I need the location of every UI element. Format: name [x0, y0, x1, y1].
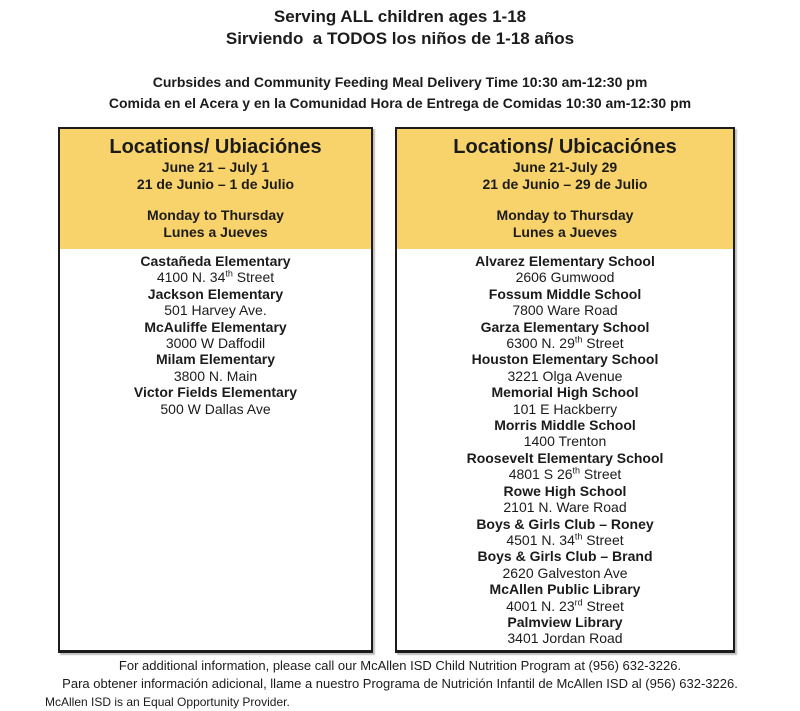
location-name: Boys & Girls Club – Roney [476, 515, 654, 532]
footer [0, 657, 800, 709]
location-list-right [397, 249, 733, 647]
location-name: McAuliffe Elementary [144, 318, 287, 335]
panel-title: Locations/ Ubiaciónes [109, 136, 322, 158]
date-range-en: June 21 – July 1 [161, 159, 270, 175]
locations-panel-left [58, 127, 373, 653]
days-es: Lunes a Jueves [163, 224, 268, 240]
location-name: Jackson Elementary [147, 285, 284, 302]
title-en: Serving ALL children ages 1-18 [273, 7, 527, 26]
location-name: Garza Elementary School [480, 318, 650, 335]
date-range-es: 21 de Junio – 1 de Julio [136, 176, 295, 192]
location-address: 3221 Olga Avenue [507, 367, 623, 384]
footer-info-en: For additional information, please call our McAllen ISD Child Nutrition Program at (956) 632-3226. [118, 658, 682, 673]
location-address: 101 E Hackberry [512, 400, 618, 417]
location-address: 3800 N. Main [173, 367, 258, 384]
date-range-en: June 21-July 29 [512, 159, 618, 175]
location-name: Milam Elementary [155, 351, 276, 368]
location-name: Memorial High School [491, 384, 639, 401]
location-name: Alvarez Elementary School [475, 253, 655, 269]
panel-header-right [397, 129, 733, 249]
footer-provider: McAllen ISD is an Equal Opportunity Provider. [45, 695, 290, 709]
locations-panel-right [395, 127, 735, 653]
ordinal-superscript: rd [574, 596, 583, 607]
location-address: 4001 N. 23rd Street [506, 596, 624, 614]
location-name: Morris Middle School [494, 417, 636, 434]
days-es: Lunes a Jueves [512, 224, 618, 240]
location-name: Victor Fields Elementary [133, 384, 298, 401]
location-address: 501 Harvey Ave. [164, 302, 267, 319]
location-name: McAllen Public Library [489, 581, 641, 598]
location-address: 500 W Dallas Ave [160, 400, 271, 417]
date-range-es: 21 de Junio – 29 de Julio [482, 176, 648, 192]
location-name: Roosevelt Elementary School [466, 449, 664, 466]
panel-title: Locations/ Ubicaciónes [453, 136, 677, 158]
panel-header-left [60, 129, 371, 249]
location-address: 7800 Ware Road [512, 302, 618, 319]
spacer [397, 193, 733, 207]
location-address: 3401 Jordan Road [507, 630, 623, 647]
subtitle-es: Comida en el Acera y en la Comunidad Hora de Entrega de Comidas 10:30 am-12:30 pm [108, 95, 692, 111]
title-es: Sirviendo a TODOS los niños de 1-18 años [225, 29, 575, 48]
ordinal-superscript: th [572, 465, 581, 476]
title-block [0, 6, 800, 50]
days-en: Monday to Thursday [496, 207, 634, 223]
location-name: Rowe High School [503, 482, 627, 499]
location-address: 1400 Trenton [523, 433, 607, 450]
location-address: 2620 Galveston Ave [502, 564, 628, 581]
location-address: 2101 N. Ware Road [503, 499, 627, 516]
days-en: Monday to Thursday [147, 207, 284, 223]
location-address: 2606 Gumwood [515, 269, 615, 286]
location-name: Castañeda Elementary [140, 253, 291, 269]
location-name: Fossum Middle School [488, 285, 642, 302]
subtitle-en: Curbsides and Community Feeding Meal Delivery Time 10:30 am-12:30 pm [152, 74, 648, 90]
ordinal-superscript: th [574, 334, 583, 345]
location-address: 4501 N. 34th Street [506, 531, 624, 548]
ordinal-superscript: th [574, 531, 583, 542]
location-address: 4801 S 26th Street [508, 465, 622, 483]
location-name: Palmview Library [507, 613, 623, 630]
spacer [60, 193, 371, 207]
location-list-left [60, 249, 371, 417]
location-name: Houston Elementary School [471, 351, 659, 368]
subtitle-block [0, 72, 800, 114]
location-address: 4100 N. 34th Street [156, 268, 275, 286]
location-address: 6300 N. 29th Street [506, 334, 624, 352]
ordinal-superscript: th [225, 268, 233, 279]
location-name: Boys & Girls Club – Brand [477, 548, 653, 565]
location-address: 3000 W Daffodil [165, 335, 266, 352]
footer-info-es: Para obtener información adicional, llame a nuestro Programa de Nutrición Infantil de McAllen ISD al (956) 632-3226. [62, 675, 738, 691]
